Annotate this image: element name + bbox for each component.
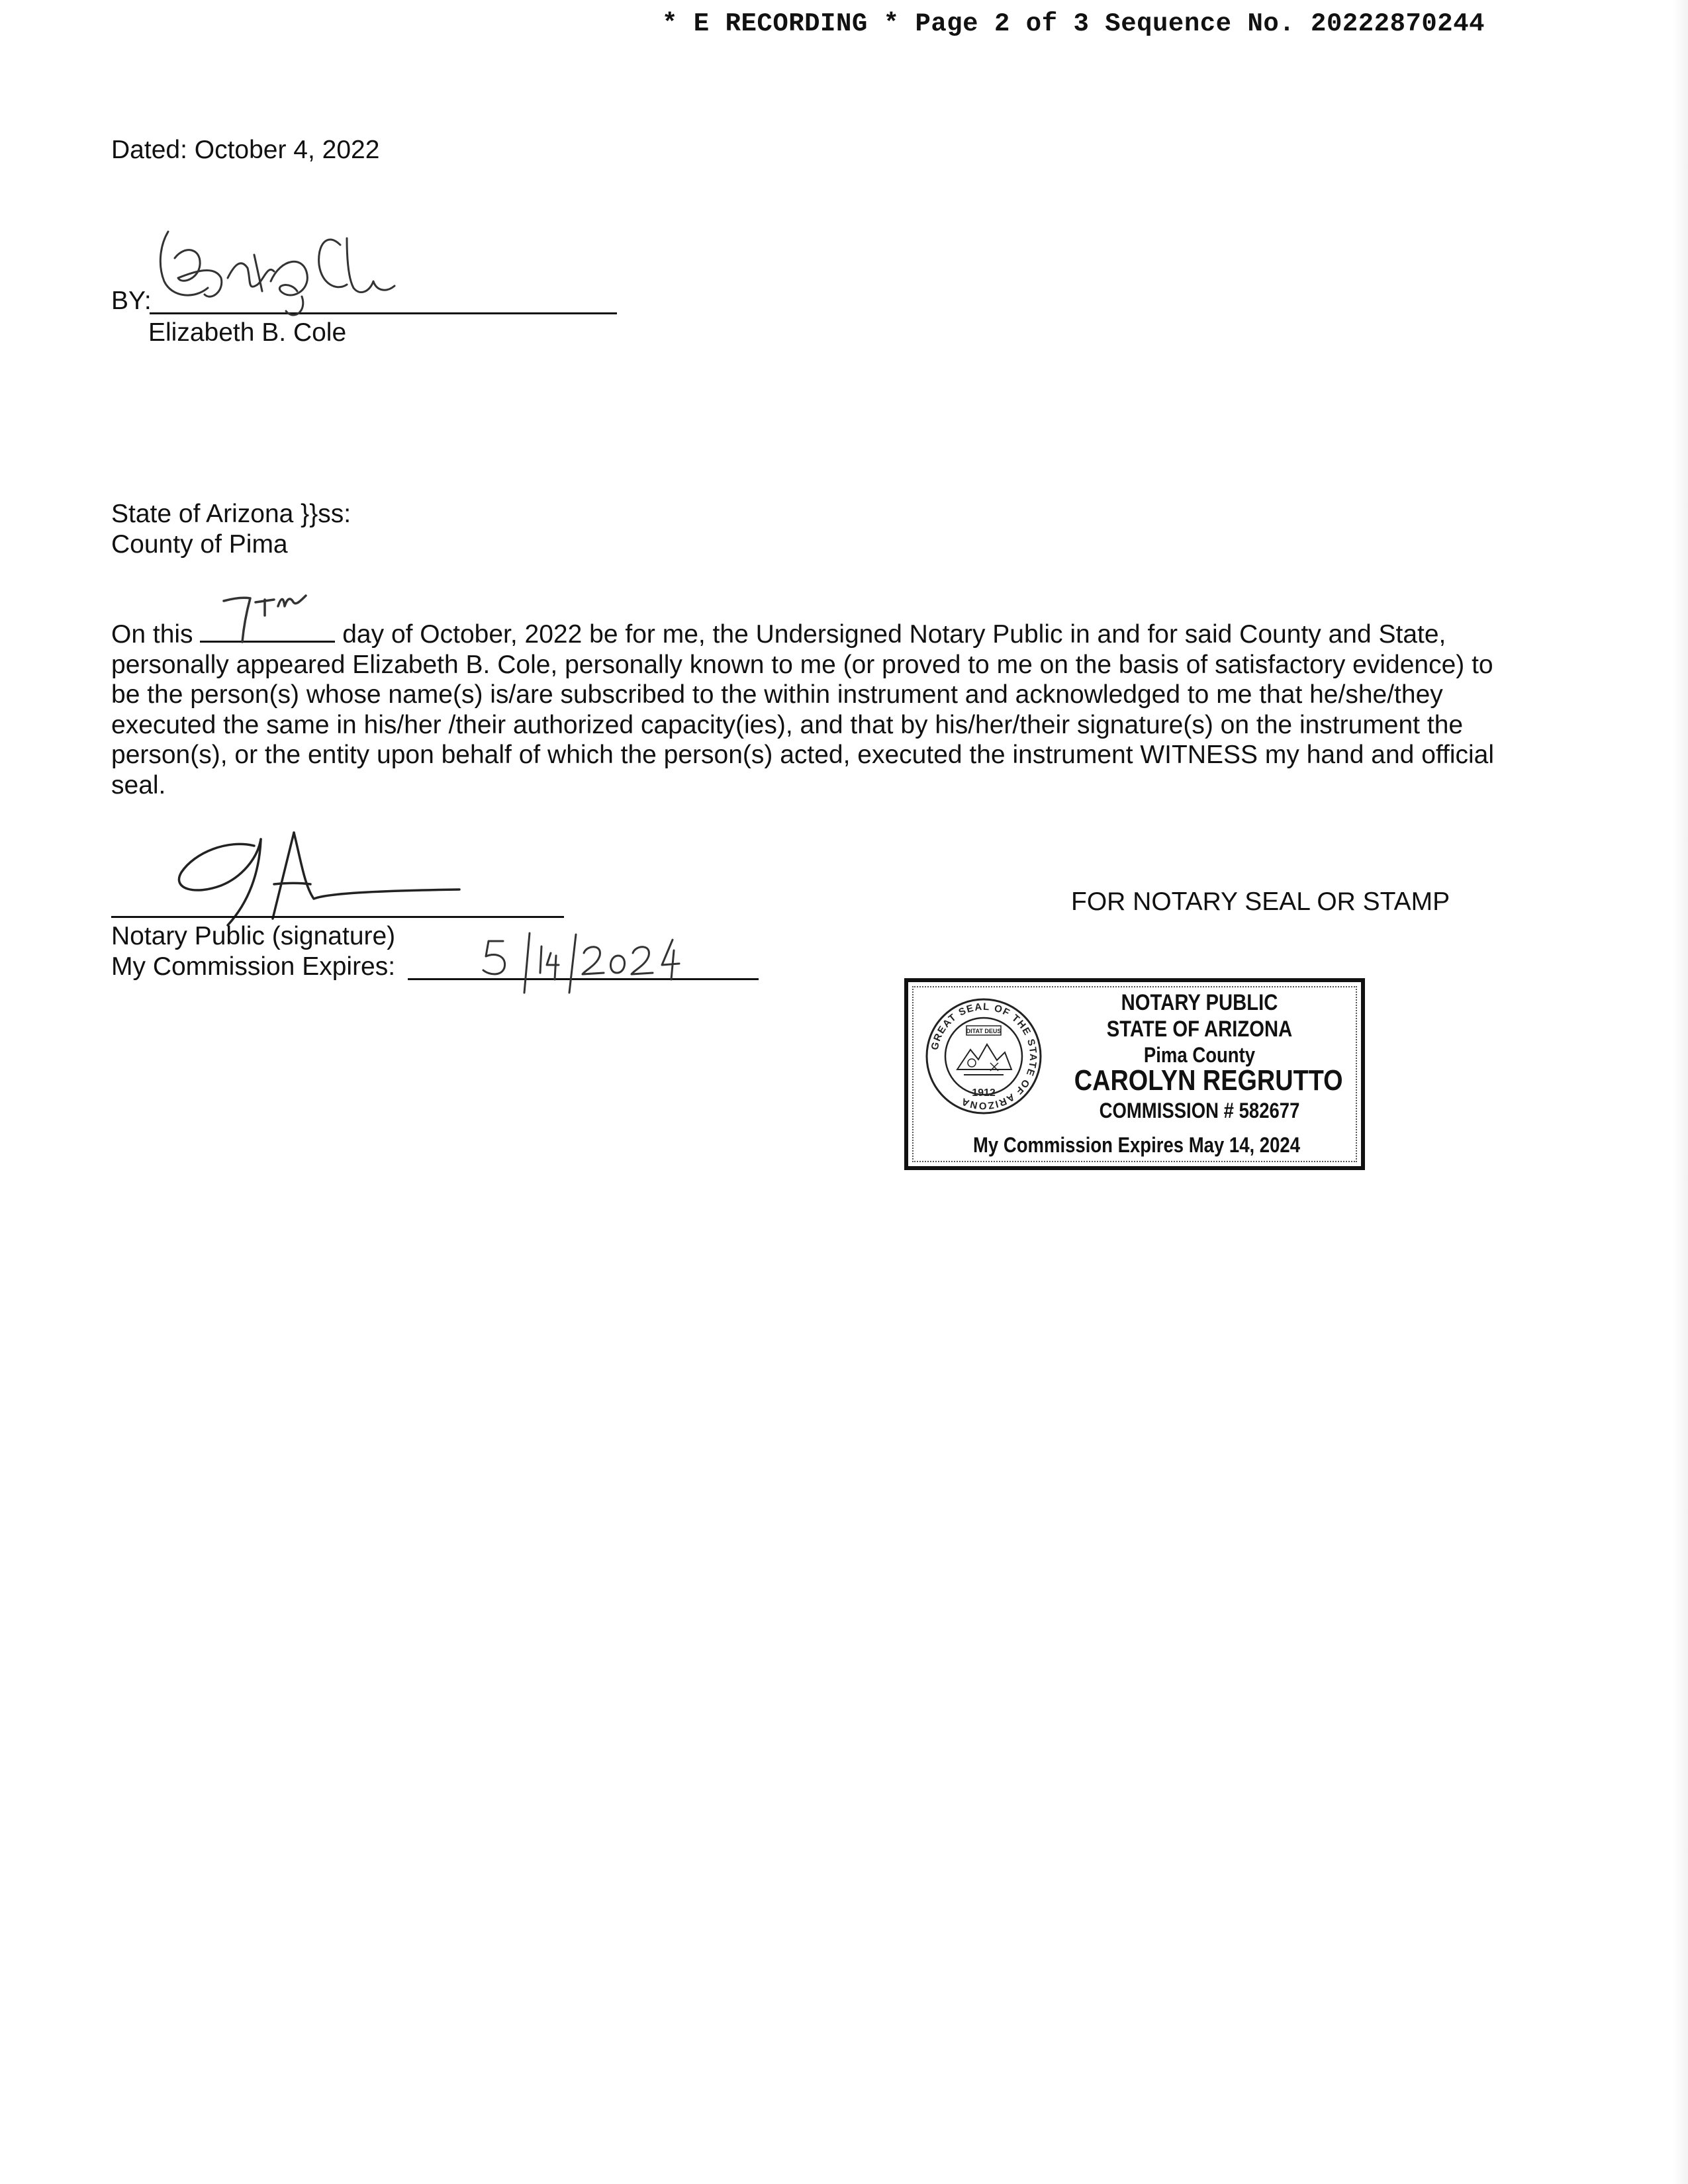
venue-state: State of Arizona }}ss:: [111, 500, 352, 528]
notary-signature: [175, 819, 466, 932]
seal-year: 1912: [972, 1087, 996, 1099]
arizona-state-seal: [924, 997, 1043, 1116]
notary-signature-line: [111, 916, 564, 918]
seal-motto: DITAT DEUS: [966, 1028, 1002, 1034]
stamp-expiration: My Commission Expires May 14, 2024: [972, 1133, 1301, 1157]
recording-header: * E RECORDING * Page 2 of 3 Sequence No. 20222870244: [662, 9, 1485, 38]
ack-line5: person(s), or the entity upon behalf of which the person(s) acted, executed the instrument WITNESS my hand and official: [111, 741, 1495, 769]
ack-line4: executed the same in his/her /their authorized capacity(ies), and that by his/her/their signature(s) on the instrument the: [111, 710, 1464, 739]
day-handwritten: [217, 586, 316, 646]
dated-line: Dated: October 4, 2022: [111, 136, 380, 164]
stamp-line-notary-public: NOTARY PUBLIC: [1121, 990, 1278, 1015]
stamp-line-state: STATE OF ARIZONA: [1106, 1017, 1293, 1042]
notary-stamp: [904, 978, 1365, 1170]
ack-line3: be the person(s) whose name(s) is/are subscribed to the within instrument and acknowledged to me that he/she/they: [111, 680, 1443, 709]
signer-signature: [148, 218, 453, 331]
venue-county: County of Pima: [111, 530, 288, 559]
commission-expires-label: My Commission Expires:: [111, 952, 396, 981]
stamp-notary-name: CAROLYN REGRUTTO: [1074, 1064, 1343, 1097]
seal-heading: FOR NOTARY SEAL OR STAMP: [1071, 887, 1450, 916]
ack-line2: personally appeared Elizabeth B. Cole, personally known to me (or proved to me on the basis of satisfactory evidence) to: [111, 650, 1493, 679]
by-label: BY:: [111, 287, 152, 315]
ack-line6: seal.: [111, 770, 166, 799]
stamp-commission-number: COMMISSION # 582677: [1099, 1099, 1300, 1122]
ack-prefix: On this: [111, 620, 201, 649]
seal-ring-text: GREAT SEAL OF THE STATE OF ARIZONA: [929, 1001, 1039, 1112]
scan-edge: [1673, 0, 1688, 2184]
commission-date-handwritten: [477, 927, 722, 999]
acknowledgment-paragraph: [111, 619, 1534, 800]
notary-signature-label: Notary Public (signature): [111, 922, 396, 950]
ack-line1: day of October, 2022 be for me, the Undersigned Notary Public in and for said County and State,: [335, 620, 1446, 649]
signer-name: Elizabeth B. Cole: [148, 318, 347, 347]
stamp-line-county: Pima County: [1143, 1043, 1256, 1067]
